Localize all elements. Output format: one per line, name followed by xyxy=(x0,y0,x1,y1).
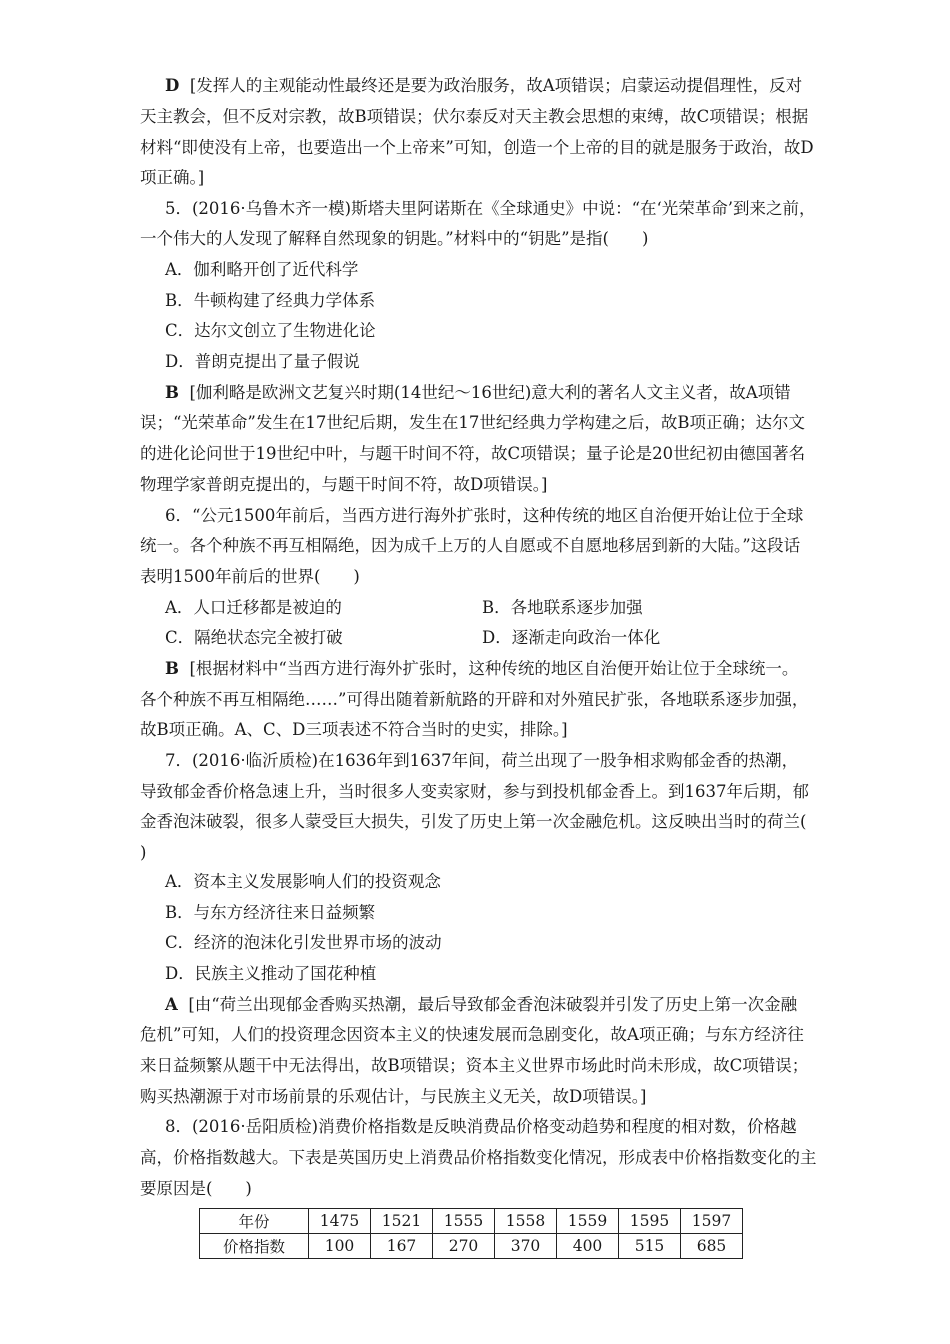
year-cell: 1555 xyxy=(433,1209,495,1234)
year-cell: 1559 xyxy=(557,1209,619,1234)
q6-option-a: A．人口迁移都是被迫的 xyxy=(165,598,342,617)
q8-stem-line-1: 8．(2016·岳阳质检)消费价格指数是反映消费品价格变动趋势和程度的相对数，价格越 xyxy=(165,1117,797,1136)
q6-stem-line-2: 统一。各个种族不再互相隔绝，因为成千上万的人自愿或不自愿地移居到新的大陆。”这段话 xyxy=(140,536,801,555)
q6-answer-letter: B xyxy=(165,659,179,678)
q5-stem-line-2: 一个伟大的人发现了解释自然现象的钥匙。”材料中的“钥匙”是指( ) xyxy=(140,229,649,248)
q5-option-d: D．普朗克提出了量子假说 xyxy=(165,352,360,371)
q6-explanation-line-2: 各个种族不再互相隔绝……”可得出随着新航路的开辟和对外殖民扩张，各地联系逐步加强， xyxy=(140,690,809,709)
q5-answer-letter: B xyxy=(165,383,179,402)
q7-stem-line-3: 金香泡沫破裂，很多人蒙受巨大损失，引发了历史上第一次金融危机。这反映出当时的荷兰( xyxy=(140,812,807,831)
q7-stem-line-4: ) xyxy=(140,843,147,862)
q7-option-b: B．与东方经济往来日益频繁 xyxy=(165,903,376,922)
index-cell: 100 xyxy=(309,1234,371,1259)
q6-option-d: D．逐渐走向政治一体化 xyxy=(482,628,661,647)
q7-option-a: A．资本主义发展影响人们的投资观念 xyxy=(165,872,441,891)
index-cell: 270 xyxy=(433,1234,495,1259)
q7-explanation-line-1 xyxy=(165,993,845,1017)
q7-stem-line-2: 导致郁金香价格急速上升，当时很多人变卖家财，参与到投机郁金香上。到1637年后期，郁 xyxy=(140,782,809,801)
price-index-table xyxy=(199,1208,743,1259)
year-cell: 1521 xyxy=(371,1209,433,1234)
prev-answer-line-2: 天主教会，但不反对宗教，故B项错误；伏尔泰反对天主教会思想的束缚，故C项错误；根据 xyxy=(140,107,809,126)
q7-option-d: D．民族主义推动了国花种植 xyxy=(165,964,377,983)
q7-explanation-line-3: 来日益频繁从题干中无法得出，故B项错误；资本主义世界市场此时尚未形成，故C项错误； xyxy=(140,1056,809,1075)
year-cell: 1558 xyxy=(495,1209,557,1234)
q8-stem-line-2: 高，价格指数越大。下表是英国历史上消费品价格指数变化情况，形成表中价格指数变化的主 xyxy=(140,1148,817,1167)
index-cell: 370 xyxy=(495,1234,557,1259)
prev-answer-line-4: 项正确。] xyxy=(140,168,205,187)
q7-explanation-line-4: 购买热潮源于对市场前景的乐观估计，与民族主义无关，故D项错误。] xyxy=(140,1087,647,1106)
year-cell: 1595 xyxy=(619,1209,681,1234)
q5-explanation-line-2: 误；“光荣革命”发生在17世纪后期，发生在17世纪经典力学构建之后，故B项正确；达尔文 xyxy=(140,413,805,432)
prev-answer-line-1 xyxy=(165,74,845,98)
q5-stem-line-1: 5．(2016·乌鲁木齐一模)斯塔夫里阿诺斯在《全球通史》中说：“在‘光荣革命’到来之前， xyxy=(165,199,816,218)
q7-stem-line-1: 7．(2016·临沂质检)在1636年到1637年间，荷兰出现了一股争相求购郁金香的热潮， xyxy=(165,751,799,770)
q5-explanation-line-1 xyxy=(165,381,845,405)
prev-answer-line-3: 材料“即使没有上帝，也要造出一个上帝来”可知，创造一个上帝的目的就是服务于政治，故D xyxy=(140,138,814,157)
table-row-year xyxy=(200,1209,743,1234)
q6-option-c: C．隔绝状态完全被打破 xyxy=(165,628,343,647)
q7-answer-letter: A xyxy=(165,995,178,1014)
q5-explanation-line-4: 物理学家普朗克提出的，与题干时间不符，故D项错误。] xyxy=(140,475,548,494)
q5-explanation-text: [伽利略是欧洲文艺复兴时期(14世纪～16世纪)意大利的著名人文主义者，故A项错 xyxy=(189,383,791,402)
q8-stem-line-3: 要原因是( ) xyxy=(140,1179,252,1198)
q6-explanation-text: [根据材料中“当西方进行海外扩张时，这种传统的地区自治便开始让位于全球统一。 xyxy=(189,659,799,678)
index-cell: 685 xyxy=(681,1234,743,1259)
index-cell: 515 xyxy=(619,1234,681,1259)
index-cell: 400 xyxy=(557,1234,619,1259)
q7-explanation-line-2: 危机”可知，人们的投资理念因资本主义的快速发展而急剧变化，故A项正确；与东方经济往 xyxy=(140,1025,804,1044)
q5-explanation-line-3: 的进化论问世于19世纪中叶，与题干时间不符，故C项错误；量子论是20世纪初由德国著名 xyxy=(140,444,806,463)
index-cell: 167 xyxy=(371,1234,433,1259)
q5-option-b: B．牛顿构建了经典力学体系 xyxy=(165,291,376,310)
prev-answer-letter: D xyxy=(165,76,180,95)
q6-explanation-line-1 xyxy=(165,657,845,681)
table-header-index: 价格指数 xyxy=(200,1234,309,1259)
q6-explanation-line-3: 故B项正确。A、C、D三项表述不符合当时的史实，排除。] xyxy=(140,720,568,739)
table-header-year: 年份 xyxy=(200,1209,309,1234)
year-cell: 1475 xyxy=(309,1209,371,1234)
prev-answer-text: [发挥人的主观能动性最终还是要为政治服务，故A项错误；启蒙运动提倡理性，反对 xyxy=(189,76,803,95)
year-cell: 1597 xyxy=(681,1209,743,1234)
q7-option-c: C．经济的泡沫化引发世界市场的波动 xyxy=(165,933,442,952)
q6-stem-line-1: 6．“公元1500年前后，当西方进行海外扩张时，这种传统的地区自治便开始让位于全球 xyxy=(165,506,804,525)
q6-option-b: B．各地联系逐步加强 xyxy=(482,598,643,617)
q5-option-a: A．伽利略开创了近代科学 xyxy=(165,260,359,279)
q5-option-c: C．达尔文创立了生物进化论 xyxy=(165,321,376,340)
q6-stem-line-3: 表明1500年前后的世界( ) xyxy=(140,567,360,586)
table-row-index xyxy=(200,1234,743,1259)
q7-explanation-text: [由“荷兰出现郁金香购买热潮，最后导致郁金香泡沫破裂并引发了历史上第一次金融 xyxy=(188,995,798,1014)
